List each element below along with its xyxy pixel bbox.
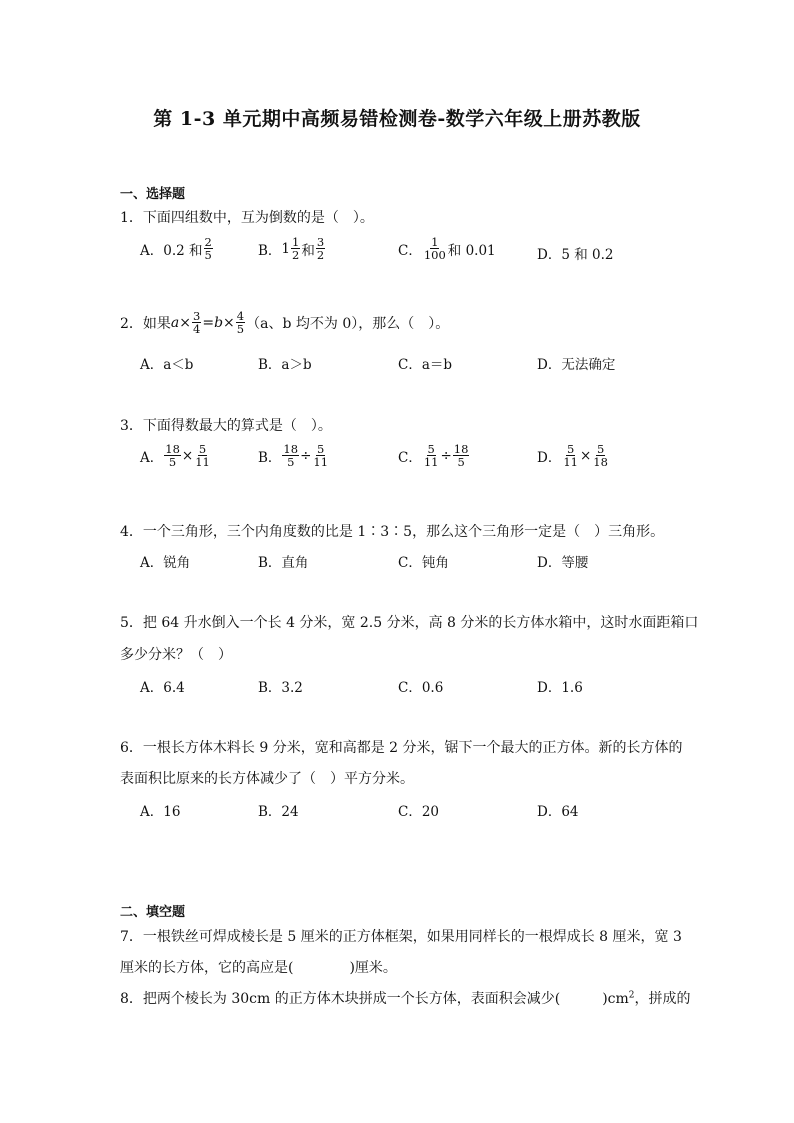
q6-stem-line2: 表面积比原来的长方体减少了（ ）平方分米。 [120,771,414,787]
q7-stem-line2: 厘米的长方体，它的高应是( )厘米。 [120,960,397,976]
q6-option-c[interactable]: C．20 [398,804,440,820]
q3-option-a[interactable]: A． $\frac{18}{5}$ × $\frac{5}{11}$ [140,442,210,470]
section-choice-heading: 一、选择题 [120,187,186,202]
fraction: $\frac{18}{5}$ [165,442,180,470]
q5-option-a[interactable]: A．6.4 [140,680,185,696]
fraction: $\frac{5}{11}$ [195,442,210,470]
fraction: $\frac{3}{2}$ [316,235,325,263]
fraction: $\frac{5}{11}$ [313,442,329,470]
q3-stem: 3．下面得数最大的算式是（ ）。 [120,418,332,434]
q8-stem: 8．把两个棱长为 30cm 的正方体木块拼成一个长方体，表面积会减少( )$cm^2$，拼成的 [120,990,691,1007]
fraction: $\frac{5}{11}$ [423,442,439,470]
fraction: $\frac{4}{5}$ [236,309,245,337]
q3-option-b[interactable]: B． $\frac{18}{5}$ ÷ $\frac{5}{11}$ [258,442,329,470]
q3-option-d[interactable]: D． $\frac{5}{11}$ × $\frac{5}{18}$ [537,442,608,470]
q7-stem-line1: 7．一根铁丝可焊成棱长是 5 厘米的正方体框架，如果用同样长的一根焊成长 8 厘米，宽 3 [120,929,682,945]
q5-option-d[interactable]: D．1.6 [537,680,583,696]
q5-stem-line1: 5．把 64 升水倒入一个长 4 分米，宽 2.5 分米，高 8 分米的长方体水箱中，这时水面距箱口 [120,615,699,631]
q2-stem: 2．如果 a × $\frac{3}{4}$ = b × $\frac{4}{5}$ （a、b 均不为 0），那么（ ）。 [120,309,450,337]
q5-stem-line2: 多少分米？（ ） [120,647,232,663]
fraction: $\frac{18}{5}$ [453,442,469,470]
fraction: $\frac{5}{11}$ [563,442,578,470]
page-title: 第 1-3 单元期中高频易错检测卷-数学六年级上册苏教版 [153,108,641,130]
q4-option-a[interactable]: A．锐角 [140,555,191,571]
q6-option-a[interactable]: A．16 [140,804,181,820]
q6-option-d[interactable]: D．64 [537,804,579,820]
q1-option-a[interactable]: A． 0.2 和 $\frac{2}{5}$ [140,235,212,263]
q4-stem: 4．一个三角形，三个内角度数的比是 1∶3∶5，那么这个三角形一定是（ ）三角形。 [120,524,665,540]
q2-option-d[interactable]: D．无法确定 [537,357,616,373]
fraction: $\frac{5}{18}$ [593,442,608,470]
q4-option-d[interactable]: D．等腰 [537,555,589,571]
fraction: $\frac{3}{4}$ [193,309,201,337]
q4-option-c[interactable]: C．钝角 [398,555,449,571]
q5-option-c[interactable]: C．0.6 [398,680,444,696]
q1-option-d[interactable]: D．5 和 0.2 [537,247,614,263]
q1-option-c[interactable]: C． $\frac{1}{100}$ 和 0.01 [398,235,496,263]
fraction: $\frac{18}{5}$ [283,442,299,470]
q2-option-c[interactable]: C．a＝b [398,357,453,373]
q6-stem-line1: 6．一根长方体木料长 9 分米，宽和高都是 2 分米，锯下一个最大的正方体。新的长方体的 [120,740,683,756]
q5-option-b[interactable]: B．3.2 [258,680,303,696]
q2-option-a[interactable]: A．a＜b [140,357,194,373]
q1-option-b[interactable]: B． 1 $\frac{1}{2}$ 和 $\frac{3}{2}$ [258,235,325,263]
q3-option-c[interactable]: C． $\frac{5}{11}$ ÷ $\frac{18}{5}$ [398,442,469,470]
fraction: $\frac{1}{2}$ [292,235,300,263]
q6-option-b[interactable]: B．24 [258,804,299,820]
q1-stem: 1．下面四组数中，互为倒数的是（ ）。 [120,210,374,226]
fraction: $\frac{2}{5}$ [204,235,212,263]
q2-option-b[interactable]: B．a＞b [258,357,312,373]
q4-option-b[interactable]: B．直角 [258,555,309,571]
fraction: $\frac{1}{100}$ [423,235,446,263]
section-fill-heading: 二、填空题 [120,905,186,920]
